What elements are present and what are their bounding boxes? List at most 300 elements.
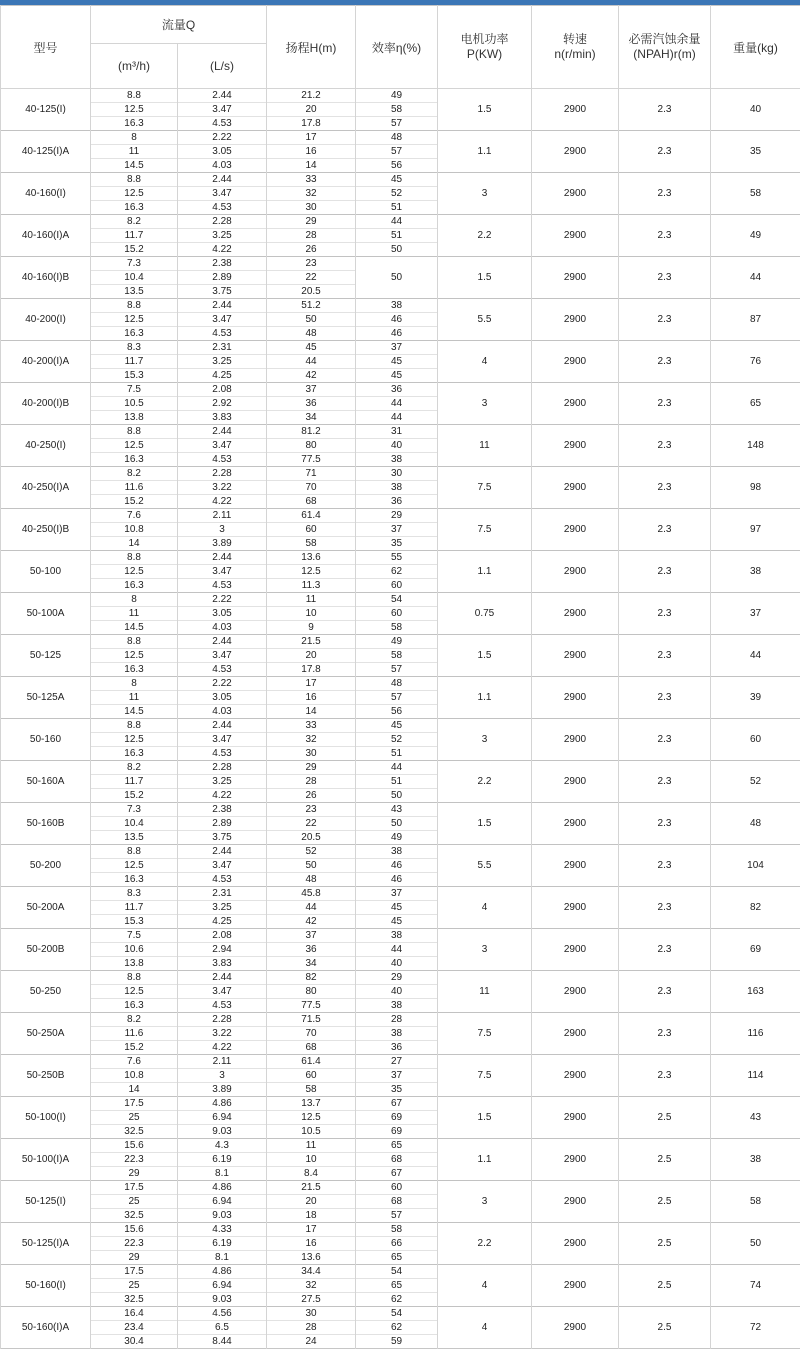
weight-cell: 87 (711, 299, 800, 341)
model-cell: 40-160(I)B (1, 257, 91, 299)
model-cell: 50-250A (1, 1013, 91, 1055)
head-cell: 71 (267, 467, 356, 481)
flow-m3h-cell: 10.8 (91, 1069, 178, 1083)
efficiency-cell: 59 (356, 1335, 438, 1349)
power-cell: 2.2 (438, 761, 532, 803)
power-cell: 11 (438, 971, 532, 1013)
efficiency-cell: 38 (356, 999, 438, 1013)
efficiency-cell: 56 (356, 705, 438, 719)
head-cell: 13.7 (267, 1097, 356, 1111)
table-row (1, 1013, 800, 1027)
head-cell: 28 (267, 229, 356, 243)
table-row (1, 803, 800, 817)
flow-m3h-cell: 12.5 (91, 649, 178, 663)
efficiency-cell: 60 (356, 1181, 438, 1195)
head-cell: 42 (267, 915, 356, 929)
head-cell: 32 (267, 187, 356, 201)
flow-m3h-cell: 10.6 (91, 943, 178, 957)
flow-m3h-cell: 12.5 (91, 565, 178, 579)
weight-cell: 44 (711, 635, 800, 677)
efficiency-cell: 51 (356, 747, 438, 761)
weight-cell: 148 (711, 425, 800, 467)
efficiency-cell: 45 (356, 369, 438, 383)
table-row (1, 173, 800, 187)
power-cell: 7.5 (438, 1013, 532, 1055)
table-row (1, 1265, 800, 1279)
flow-ls-cell: 4.33 (178, 1223, 267, 1237)
model-cell: 40-200(I)A (1, 341, 91, 383)
power-cell: 1.5 (438, 803, 532, 845)
flow-ls-cell: 3.05 (178, 607, 267, 621)
flow-m3h-cell: 13.8 (91, 411, 178, 425)
weight-cell: 37 (711, 593, 800, 635)
efficiency-cell: 38 (356, 1027, 438, 1041)
flow-m3h-cell: 11.6 (91, 481, 178, 495)
head-cell: 30 (267, 1307, 356, 1321)
power-cell: 3 (438, 173, 532, 215)
head-cell: 17 (267, 131, 356, 145)
flow-m3h-cell: 16.3 (91, 999, 178, 1013)
speed-cell: 2900 (532, 257, 619, 299)
flow-m3h-cell: 8.3 (91, 887, 178, 901)
npsh-cell: 2.3 (619, 131, 711, 173)
npsh-cell: 2.3 (619, 467, 711, 509)
head-cell: 77.5 (267, 453, 356, 467)
npsh-cell: 2.3 (619, 1055, 711, 1097)
flow-ls-cell: 2.31 (178, 887, 267, 901)
header-row-1 (1, 6, 800, 44)
head-cell: 68 (267, 1041, 356, 1055)
efficiency-cell: 49 (356, 635, 438, 649)
npsh-cell: 2.3 (619, 593, 711, 635)
flow-ls-cell: 3.25 (178, 229, 267, 243)
efficiency-cell: 48 (356, 131, 438, 145)
efficiency-cell: 62 (356, 1321, 438, 1335)
flow-m3h-cell: 11 (91, 691, 178, 705)
model-cell: 50-125 (1, 635, 91, 677)
flow-ls-cell: 2.44 (178, 299, 267, 313)
flow-ls-cell: 4.25 (178, 915, 267, 929)
model-cell: 50-200 (1, 845, 91, 887)
efficiency-cell: 69 (356, 1125, 438, 1139)
flow-ls-cell: 2.44 (178, 635, 267, 649)
flow-m3h-cell: 8.8 (91, 89, 178, 103)
head-cell: 33 (267, 719, 356, 733)
table-row (1, 551, 800, 565)
efficiency-cell: 46 (356, 859, 438, 873)
speed-cell: 2900 (532, 1139, 619, 1181)
model-cell: 50-200B (1, 929, 91, 971)
efficiency-cell: 66 (356, 1237, 438, 1251)
flow-m3h-cell: 11.7 (91, 355, 178, 369)
flow-ls-cell: 9.03 (178, 1125, 267, 1139)
col-header-npsh (619, 6, 711, 89)
speed-cell: 2900 (532, 1265, 619, 1307)
npsh-cell: 2.5 (619, 1265, 711, 1307)
flow-ls-cell: 4.22 (178, 243, 267, 257)
flow-m3h-cell: 8.2 (91, 761, 178, 775)
flow-m3h-cell: 11.7 (91, 901, 178, 915)
efficiency-cell: 40 (356, 439, 438, 453)
model-cell: 50-200A (1, 887, 91, 929)
efficiency-cell: 58 (356, 1223, 438, 1237)
npsh-cell: 2.3 (619, 299, 711, 341)
col-header-weight: 重量(kg) (711, 6, 800, 89)
col-header-flow-ls: (L/s) (178, 44, 267, 89)
model-cell: 50-160(I) (1, 1265, 91, 1307)
efficiency-cell: 36 (356, 383, 438, 397)
efficiency-cell: 62 (356, 565, 438, 579)
efficiency-cell: 57 (356, 691, 438, 705)
efficiency-cell: 38 (356, 845, 438, 859)
power-cell: 4 (438, 1265, 532, 1307)
flow-m3h-cell: 8 (91, 593, 178, 607)
col-header-efficiency: 效率η(%) (356, 6, 438, 89)
speed-cell: 2900 (532, 677, 619, 719)
flow-ls-cell: 4.86 (178, 1265, 267, 1279)
table-row (1, 761, 800, 775)
model-cell: 40-200(I)B (1, 383, 91, 425)
head-cell: 50 (267, 859, 356, 873)
speed-cell: 2900 (532, 803, 619, 845)
model-cell: 50-100 (1, 551, 91, 593)
efficiency-cell: 68 (356, 1153, 438, 1167)
efficiency-cell: 38 (356, 481, 438, 495)
efficiency-cell: 30 (356, 467, 438, 481)
flow-m3h-cell: 12.5 (91, 313, 178, 327)
flow-ls-cell: 2.44 (178, 89, 267, 103)
power-cell: 1.5 (438, 257, 532, 299)
flow-m3h-cell: 17.5 (91, 1265, 178, 1279)
flow-m3h-cell: 12.5 (91, 439, 178, 453)
npsh-cell: 2.3 (619, 509, 711, 551)
efficiency-cell: 67 (356, 1097, 438, 1111)
head-cell: 44 (267, 901, 356, 915)
npsh-cell: 2.3 (619, 173, 711, 215)
efficiency-cell: 50 (356, 257, 438, 299)
col-header-npsh-line2: (NPAH)r(m) (619, 47, 710, 62)
table-row (1, 509, 800, 523)
head-cell: 9 (267, 621, 356, 635)
flow-ls-cell: 2.44 (178, 173, 267, 187)
npsh-cell: 2.3 (619, 845, 711, 887)
model-cell: 50-160 (1, 719, 91, 761)
flow-m3h-cell: 8.8 (91, 971, 178, 985)
model-cell: 40-200(I) (1, 299, 91, 341)
flow-ls-cell: 4.03 (178, 159, 267, 173)
flow-m3h-cell: 16.3 (91, 117, 178, 131)
flow-ls-cell: 2.11 (178, 509, 267, 523)
head-cell: 12.5 (267, 565, 356, 579)
head-cell: 13.6 (267, 1251, 356, 1265)
efficiency-cell: 36 (356, 495, 438, 509)
flow-m3h-cell: 15.3 (91, 369, 178, 383)
head-cell: 68 (267, 495, 356, 509)
model-cell: 50-100A (1, 593, 91, 635)
flow-m3h-cell: 16.3 (91, 453, 178, 467)
speed-cell: 2900 (532, 1013, 619, 1055)
flow-ls-cell: 3.47 (178, 733, 267, 747)
power-cell: 1.5 (438, 1097, 532, 1139)
power-cell: 1.1 (438, 131, 532, 173)
efficiency-cell: 45 (356, 901, 438, 915)
weight-cell: 69 (711, 929, 800, 971)
head-cell: 12.5 (267, 1111, 356, 1125)
efficiency-cell: 37 (356, 1069, 438, 1083)
npsh-cell: 2.3 (619, 89, 711, 131)
flow-m3h-cell: 8.8 (91, 299, 178, 313)
flow-m3h-cell: 17.5 (91, 1097, 178, 1111)
flow-m3h-cell: 17.5 (91, 1181, 178, 1195)
model-cell: 40-160(I)A (1, 215, 91, 257)
efficiency-cell: 50 (356, 789, 438, 803)
weight-cell: 104 (711, 845, 800, 887)
model-cell: 40-125(I)A (1, 131, 91, 173)
flow-m3h-cell: 8.8 (91, 551, 178, 565)
power-cell: 3 (438, 719, 532, 761)
npsh-cell: 2.5 (619, 1097, 711, 1139)
head-cell: 29 (267, 215, 356, 229)
flow-m3h-cell: 12.5 (91, 733, 178, 747)
flow-ls-cell: 2.22 (178, 677, 267, 691)
table-row (1, 887, 800, 901)
power-cell: 5.5 (438, 845, 532, 887)
head-cell: 21.5 (267, 1181, 356, 1195)
head-cell: 36 (267, 397, 356, 411)
head-cell: 34.4 (267, 1265, 356, 1279)
model-cell: 50-160(I)A (1, 1307, 91, 1349)
efficiency-cell: 37 (356, 887, 438, 901)
flow-ls-cell: 3.25 (178, 355, 267, 369)
flow-ls-cell: 2.92 (178, 397, 267, 411)
head-cell: 21.5 (267, 635, 356, 649)
efficiency-cell: 38 (356, 929, 438, 943)
power-cell: 3 (438, 383, 532, 425)
flow-m3h-cell: 7.6 (91, 1055, 178, 1069)
npsh-cell: 2.3 (619, 635, 711, 677)
flow-m3h-cell: 8 (91, 131, 178, 145)
flow-m3h-cell: 14.5 (91, 159, 178, 173)
weight-cell: 72 (711, 1307, 800, 1349)
speed-cell: 2900 (532, 761, 619, 803)
model-cell: 50-250B (1, 1055, 91, 1097)
flow-m3h-cell: 16.3 (91, 579, 178, 593)
flow-ls-cell: 4.3 (178, 1139, 267, 1153)
head-cell: 11 (267, 593, 356, 607)
efficiency-cell: 58 (356, 621, 438, 635)
head-cell: 77.5 (267, 999, 356, 1013)
efficiency-cell: 65 (356, 1279, 438, 1293)
flow-ls-cell: 6.5 (178, 1321, 267, 1335)
flow-m3h-cell: 11.7 (91, 775, 178, 789)
power-cell: 2.2 (438, 1223, 532, 1265)
model-cell: 50-100(I) (1, 1097, 91, 1139)
efficiency-cell: 44 (356, 761, 438, 775)
efficiency-cell: 65 (356, 1251, 438, 1265)
speed-cell: 2900 (532, 887, 619, 929)
flow-m3h-cell: 15.3 (91, 915, 178, 929)
flow-ls-cell: 2.44 (178, 551, 267, 565)
flow-m3h-cell: 12.5 (91, 103, 178, 117)
model-cell: 50-125(I) (1, 1181, 91, 1223)
head-cell: 20 (267, 103, 356, 117)
flow-m3h-cell: 8.8 (91, 173, 178, 187)
power-cell: 7.5 (438, 509, 532, 551)
flow-ls-cell: 4.53 (178, 579, 267, 593)
power-cell: 1.1 (438, 677, 532, 719)
flow-ls-cell: 3.05 (178, 145, 267, 159)
flow-ls-cell: 6.94 (178, 1195, 267, 1209)
speed-cell: 2900 (532, 1055, 619, 1097)
flow-m3h-cell: 8.8 (91, 845, 178, 859)
flow-ls-cell: 2.44 (178, 719, 267, 733)
head-cell: 13.6 (267, 551, 356, 565)
head-cell: 10 (267, 607, 356, 621)
table-row (1, 845, 800, 859)
efficiency-cell: 57 (356, 145, 438, 159)
efficiency-cell: 44 (356, 215, 438, 229)
flow-m3h-cell: 11.7 (91, 229, 178, 243)
flow-ls-cell: 4.53 (178, 453, 267, 467)
speed-cell: 2900 (532, 845, 619, 887)
flow-ls-cell: 2.38 (178, 803, 267, 817)
head-cell: 37 (267, 929, 356, 943)
flow-m3h-cell: 13.8 (91, 957, 178, 971)
efficiency-cell: 37 (356, 341, 438, 355)
table-row (1, 677, 800, 691)
flow-m3h-cell: 13.5 (91, 831, 178, 845)
efficiency-cell: 58 (356, 649, 438, 663)
head-cell: 60 (267, 1069, 356, 1083)
table-row (1, 1139, 800, 1153)
head-cell: 80 (267, 985, 356, 999)
efficiency-cell: 36 (356, 1041, 438, 1055)
head-cell: 45.8 (267, 887, 356, 901)
efficiency-cell: 57 (356, 117, 438, 131)
efficiency-cell: 54 (356, 1307, 438, 1321)
flow-ls-cell: 2.28 (178, 1013, 267, 1027)
head-cell: 16 (267, 691, 356, 705)
efficiency-cell: 31 (356, 425, 438, 439)
efficiency-cell: 45 (356, 915, 438, 929)
efficiency-cell: 52 (356, 733, 438, 747)
head-cell: 58 (267, 537, 356, 551)
weight-cell: 58 (711, 173, 800, 215)
flow-m3h-cell: 16.3 (91, 201, 178, 215)
weight-cell: 48 (711, 803, 800, 845)
head-cell: 10 (267, 1153, 356, 1167)
flow-m3h-cell: 15.2 (91, 1041, 178, 1055)
npsh-cell: 2.3 (619, 677, 711, 719)
speed-cell: 2900 (532, 1307, 619, 1349)
power-cell: 4 (438, 341, 532, 383)
efficiency-cell: 54 (356, 1265, 438, 1279)
table-row (1, 1097, 800, 1111)
flow-m3h-cell: 14.5 (91, 621, 178, 635)
col-header-npsh-line1: 必需汽蚀余量 (619, 32, 710, 47)
speed-cell: 2900 (532, 1181, 619, 1223)
flow-m3h-cell: 10.5 (91, 397, 178, 411)
efficiency-cell: 27 (356, 1055, 438, 1069)
head-cell: 17.8 (267, 117, 356, 131)
speed-cell: 2900 (532, 341, 619, 383)
head-cell: 48 (267, 327, 356, 341)
head-cell: 32 (267, 1279, 356, 1293)
table-row (1, 131, 800, 145)
flow-m3h-cell: 13.5 (91, 285, 178, 299)
head-cell: 30 (267, 201, 356, 215)
flow-ls-cell: 4.53 (178, 663, 267, 677)
head-cell: 20 (267, 649, 356, 663)
flow-ls-cell: 2.28 (178, 467, 267, 481)
flow-m3h-cell: 25 (91, 1111, 178, 1125)
flow-m3h-cell: 8.2 (91, 467, 178, 481)
power-cell: 5.5 (438, 299, 532, 341)
table-row (1, 929, 800, 943)
head-cell: 20.5 (267, 831, 356, 845)
npsh-cell: 2.3 (619, 929, 711, 971)
power-cell: 11 (438, 425, 532, 467)
col-header-speed-line2: n(r/min) (532, 47, 618, 62)
weight-cell: 50 (711, 1223, 800, 1265)
flow-ls-cell: 2.28 (178, 215, 267, 229)
flow-ls-cell: 2.94 (178, 943, 267, 957)
efficiency-cell: 28 (356, 1013, 438, 1027)
head-cell: 11.3 (267, 579, 356, 593)
head-cell: 22 (267, 817, 356, 831)
flow-m3h-cell: 15.2 (91, 789, 178, 803)
head-cell: 34 (267, 411, 356, 425)
weight-cell: 43 (711, 1097, 800, 1139)
power-cell: 0.75 (438, 593, 532, 635)
head-cell: 52 (267, 845, 356, 859)
flow-m3h-cell: 15.6 (91, 1139, 178, 1153)
head-cell: 29 (267, 761, 356, 775)
flow-ls-cell: 2.44 (178, 425, 267, 439)
flow-ls-cell: 3.47 (178, 187, 267, 201)
efficiency-cell: 48 (356, 677, 438, 691)
flow-m3h-cell: 10.4 (91, 271, 178, 285)
flow-m3h-cell: 14.5 (91, 705, 178, 719)
table-row (1, 719, 800, 733)
head-cell: 11 (267, 1139, 356, 1153)
head-cell: 51.2 (267, 299, 356, 313)
head-cell: 70 (267, 1027, 356, 1041)
head-cell: 70 (267, 481, 356, 495)
weight-cell: 52 (711, 761, 800, 803)
power-cell: 3 (438, 1181, 532, 1223)
table-row (1, 1223, 800, 1237)
weight-cell: 114 (711, 1055, 800, 1097)
flow-m3h-cell: 25 (91, 1279, 178, 1293)
flow-ls-cell: 8.1 (178, 1251, 267, 1265)
head-cell: 30 (267, 747, 356, 761)
efficiency-cell: 45 (356, 173, 438, 187)
npsh-cell: 2.3 (619, 719, 711, 761)
efficiency-cell: 50 (356, 243, 438, 257)
efficiency-cell: 67 (356, 1167, 438, 1181)
flow-m3h-cell: 14 (91, 1083, 178, 1097)
speed-cell: 2900 (532, 593, 619, 635)
flow-ls-cell: 4.25 (178, 369, 267, 383)
efficiency-cell: 38 (356, 453, 438, 467)
flow-m3h-cell: 16.3 (91, 873, 178, 887)
col-header-power (438, 6, 532, 89)
flow-ls-cell: 3.83 (178, 957, 267, 971)
table-row (1, 425, 800, 439)
head-cell: 26 (267, 789, 356, 803)
flow-ls-cell: 3.22 (178, 1027, 267, 1041)
